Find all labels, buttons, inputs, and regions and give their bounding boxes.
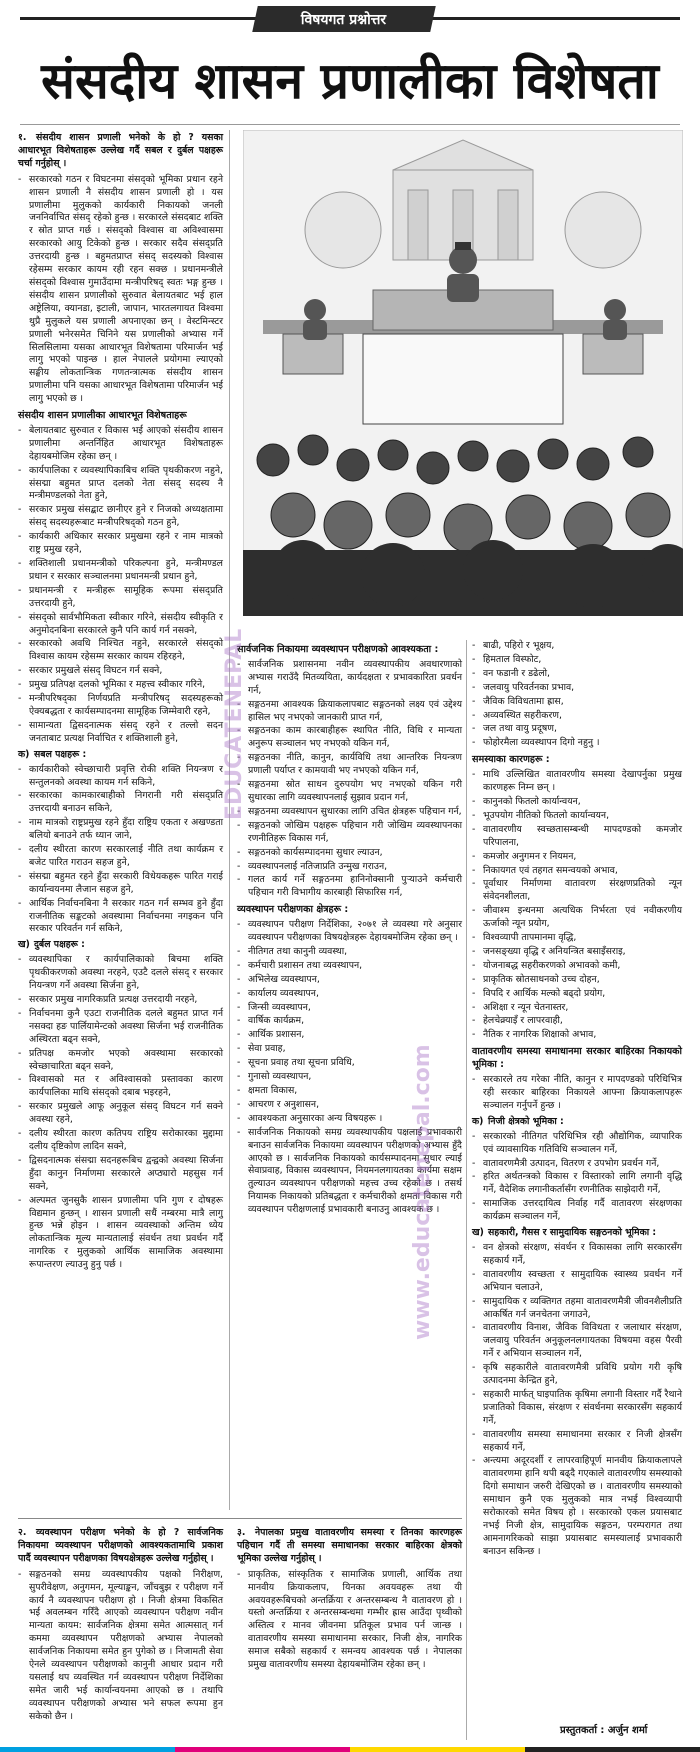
list-item: - सङ्गठनका काम कारबाहीहरू स्थापित नीति, विधि र मान्यता अनुरूप सञ्चालन भए नभएको यकिन गर्न, <box>237 725 462 751</box>
list-item: - सार्वजनिक प्रशासनमा नवीन व्यवस्थापकीय अवधारणाको अभ्यास गराउँदै मितव्ययिता, कार्यदक्षता र प्रभावकारिता प्रवर्धन गर्न, <box>237 659 462 698</box>
question-2-conclusion: - सार्वजनिक निकायको समग्र व्यवस्थापकीय पक्षलाई प्रभावकारी बनाउन सार्वजनिक निकायमा व्यवस्थापन परीक्षणको अभ्यास हुँदै आएको छ । सार्वजनिक निकायको कार्यसम्पादनमा सुधार ल्याई सेवाप्रवाह, विकास व्यवस्थापन, नियमनलगायतका कार्यमा सक्षम तुल्याउन व्यवस्थापन परीक्षणको महत्त्व उच्च रहेको छ । तसर्थ नियामक निकायको प्रतिबद्धता र कर्मचारीको क्षमता विकास गरी व्यवस्थापन परीक्षणलाई प्रभावकारी बनाउनु आवश्यक छ । <box>237 1127 462 1217</box>
section-header <box>0 0 700 36</box>
question-1-intro: - सरकारको गठन र विघटनमा संसद्को भूमिका प्रधान रहने शासन प्रणाली नै संसदीय शासन प्रणाली हो । यस प्रणालीमा मुलुकको कार्यकारी निकायको जनली जननिर्वाचित संसद् रहेको हुन्छ । सरकारले संसदबाट शक्ति र स्रोत प्राप्त गर्छ । संसद्को विश्वास वा अविश्वासमा सरकारको आयु टिकेको हुन्छ । सरकार सदैव संसद्प्रति उत्तरदायी हुन्छ । बहुमतप्राप्त संसद् सदस्यको विश्वास रहेसम्म सरकार कायम रही रहन सक्छ । प्रधानमन्त्रीले संसद्को विश्वास गुमाउँदामा मन्त्रीपरिषद् स्वतः भङ्ग हुन्छ । संसदीय शासन प्रणालीको सुरुवात बेलायतबाट भई हाल अष्ट्रेलिया, क्यानडा, इटाली, जापान, भारतलगायत विश्वमा थुप्रै मुलुकले यस प्रणाली अपनाएका छन् । वेस्टमिन्स्टर प्रणाली भनेरसमेत चिनिने यस प्रणालीको अभ्यास गर्ने सिलसिलामा यसका आधारभूत विशेषतामा परिमार्जन भई लागु भएको पाइन्छ । हाल नेपालले प्रयोगमा ल्याएको सङ्घीय लोकतान्त्रिक गणतन्त्रात्मक संसदीय शासन प्रणालीमा पनि यसका आधारभूत विशेषतामा परिमार्जन भई लागु भएको छ । <box>18 174 223 406</box>
problems-list <box>472 640 682 750</box>
list-item: - जलवायु परिवर्तनका प्रभाव, <box>472 682 682 695</box>
list-item: - हेलचेक्र्याइँ र लापरवाही, <box>472 1015 682 1028</box>
list-item: - नैतिक र नागरिक शिक्षाको अभाव, <box>472 1029 682 1042</box>
list-item: - सरकार प्रमुखले संसद् विघटन गर्न सक्ने, <box>18 665 223 678</box>
list-item: - विश्वव्यापी तापमानमा वृद्धि, <box>472 932 682 945</box>
list-item: - सङ्गठनमा आवश्यक क्रियाकलापबाट सङ्गठनको लक्ष्य एवं उद्देश्य हासिल भए नभएको जानकारी प्राप्त गर्न, <box>237 699 462 725</box>
list-item: - आर्थिक प्रशासन, <box>237 1029 462 1042</box>
roles-heading: वातावरणीय समस्या समाधानमा सरकार बाहिरका निकायको भूमिका : <box>472 1046 682 1071</box>
causes-intro: - माथि उल्लिखित वातावरणीय समस्या देखापर्नुका प्रमुख कारणहरू निम्न छन् । <box>472 769 682 795</box>
list-item: - फोहोरमैला व्यवस्थापन दिगो नहुनु । <box>472 737 682 750</box>
question-2-section <box>18 1525 223 1725</box>
list-item: - हरित अर्थतन्त्रको विकास र विस्तारको लागि लगानी वृद्धि गर्ने, वैदेशिक लगानीकर्तासँग रणनीतिक साझेदारी गर्ने, <box>472 1171 682 1197</box>
print-color-bar <box>0 1747 700 1752</box>
private-sector-label: क) <box>472 1115 484 1127</box>
list-item: - भूउपयोग नीतिको फितलो कार्यान्वयन, <box>472 810 682 823</box>
list-item: - सामान्यता द्विसदनात्मक संसद् रहने र तल्लो सदन जनताबाट प्रत्यक्ष निर्वाचित र शक्तिशाली हुने, <box>18 720 223 746</box>
list-item: - जैविक विविधतामा ह्रास, <box>472 696 682 709</box>
list-item: - अशिक्षा र न्यून चेतनास्तर, <box>472 1002 682 1015</box>
list-item: - विश्वासको मत र अविश्वासको प्रस्तावका कारण कार्यपालिका माथि संसद्को दबाब भइरहने, <box>18 1074 223 1100</box>
section-rule <box>18 1518 462 1519</box>
question-1-text: संसदीय शासन प्रणाली भनेको के हो ? यसका आधारभूत विशेषताहरू उल्लेख गर्दै सबल र दुर्बल पक्षहरू चर्चा गर्नुहोस् । <box>18 132 223 169</box>
list-item: - सेवा प्रवाह, <box>237 1043 462 1056</box>
list-item: - जीवाश्म इन्धनमा अत्यधिक निर्भरता एवं नवीकरणीय ऊर्जाको न्यून प्रयोग, <box>472 905 682 931</box>
weaknesses-label: ख) <box>18 939 30 951</box>
list-item: - अव्यवस्थित सहरीकरण, <box>472 710 682 723</box>
title-rule <box>20 124 680 125</box>
list-item: - बेलायतबाट सुरुवात र विकास भई आएको संसदीय शासन प्रणालीमा अन्तर्निहित आधारभूत विशेषताहरू देहायबमोजिम रहेका छन् । <box>18 425 223 464</box>
weaknesses-list <box>18 954 223 1272</box>
list-item: - सङ्गठनको जोखिम पक्षहरू पहिचान गरी जोखिम व्यवस्थापनका रणनीतिहरू विकास गर्न, <box>237 820 462 846</box>
causes-list <box>472 769 682 1042</box>
list-item: - कार्यालय व्यवस्थापन, <box>237 988 462 1001</box>
question-3-heading <box>237 1527 462 1566</box>
community-label: ख) <box>472 1227 484 1239</box>
question-2-text: व्यवस्थापन परीक्षण भनेको के हो ? सार्वजनिक निकायमा व्यवस्थापन परीक्षणको आवश्यकतामाथि प्रकाश पार्दै व्यवस्थापन परीक्षणका विषयक्षेत्रहरू उल्लेख गर्नुहोस् । <box>18 1527 223 1564</box>
list-item: - सङ्गठनको कार्यसम्पादनमा सुधार ल्याउन, <box>237 847 462 860</box>
list-item: - नीतिगत तथा कानुनी व्यवस्था, <box>237 946 462 959</box>
list-item: - कार्यकारी अधिकार सरकार प्रमुखमा रहने र नाम मात्रको राष्ट्र प्रमुख रहने, <box>18 531 223 557</box>
list-item: - आर्थिक निर्वाचनबिना नै सरकार गठन गर्न सम्भव हुने हुँदा राजनीतिक सङ्कटको अवस्थामा निर्वाचनमा नगइकन पनि सरकार परिवर्तन गर्न सकिने, <box>18 898 223 937</box>
scope-heading: व्यवस्थापन परीक्षणका क्षेत्रहरू : <box>237 904 349 916</box>
list-item: - वातावरणमैत्री उत्पादन, वितरण र उपभोग प्रवर्धन गर्ने, <box>472 1158 682 1171</box>
list-item: - कार्यकारीको स्वेच्छाचारी प्रवृत्ति रोकी शक्ति नियन्त्रण र सन्तुलनको अवस्था कायम गर्न सकिने, <box>18 764 223 790</box>
question-3-number: ३. <box>237 1527 246 1538</box>
list-item: - दलीय स्थीरता कारण सरकारलाई नीति तथा कार्यक्रम र बजेट पारित गराउन सहज हुने, <box>18 844 223 870</box>
list-item: - प्रतिपक्ष कमजोर भएको अवस्थामा सरकारको स्वेच्छाचारिता बढ्न सक्ने, <box>18 1048 223 1074</box>
list-item: - सङ्गठनका नीति, कानुन, कार्यविधि तथा आन्तरिक नियन्त्रण प्रणाली पर्याप्त र कामयावी भए नभएको यकिन गर्न, <box>237 752 462 778</box>
section-tag <box>252 6 436 32</box>
roles-intro: - सरकारले तय गरेका नीति, कानुन र मापदण्डको परिधिभित्र रही सरकार बाहिरका निकायले आफ्ना क्रियाकलापहरू सञ्चालन गर्नुपर्ने हुन्छ । <box>472 1074 682 1113</box>
parliament-illustration <box>243 130 683 616</box>
weaknesses-title: दुर्बल पक्षहरू : <box>34 939 85 951</box>
need-heading: सार्वजनिक निकायमा व्यवस्थापन परीक्षणको आवश्यकता : <box>237 644 439 655</box>
private-sector-title: निजी क्षेत्रको भूमिका : <box>488 1115 564 1127</box>
list-item: - दलीय स्थीरता कारण कतिपय राष्ट्रिय सरोकारका मुद्दामा दलीय दृष्टिकोण लादिन सक्ने, <box>18 1128 223 1154</box>
private-sector-list <box>472 1131 682 1224</box>
community-list <box>472 1242 682 1559</box>
watermark-url: www.educatenepal.com <box>410 1044 435 1340</box>
question-3-intro: - प्राकृतिक, सांस्कृतिक र सामाजिक प्रणाली, आर्थिक तथा मानवीय क्रियाकलाप, यिनका अवयवहरू तथा यी अवयवहरूबिचको अन्तर्क्रिया र अन्तरसम्बन्ध नै वातावरण हो । यस्तो अन्तर्क्रिया र अन्तरसम्बन्धमा गम्भीर ह्रास आउँदा पृथ्वीको अस्तित्व र मानव जीवनमा प्रतिकूल प्रभाव पर्न जान्छ । वातावरणीय समस्या समाधानमा सरकार, निजी क्षेत्र, नागरिक समाज सबैको सहकार्य र समन्वय आवश्यक पर्छ । नेपालका प्रमुख वातावरणीय समस्या देहायबमोजिम रहेका छन् । <box>237 1569 462 1672</box>
list-item: - शक्तिशाली प्रधानमन्त्रीको परिकल्पना हुने, मन्त्रीमण्डल प्रधान र सरकार सञ्चालनमा प्रधानमन्त्री प्रधान हुने, <box>18 558 223 584</box>
private-sector-heading <box>472 1116 682 1129</box>
list-item: - वातावरणीय समस्या समाधानमा सरकार र निजी क्षेत्रसँग सहकार्य गर्ने, <box>472 1429 682 1455</box>
list-item: - सरकारको अवधि निश्चित नहुने, सरकारले संसद्को विश्वास कायम रहेसम्म सरकार कायम रहिरहने, <box>18 638 223 664</box>
list-item: - पूर्वाधार निर्माणमा वातावरण संरक्षणप्रतिको न्यून संवेदनशीलता, <box>472 878 682 904</box>
page-title: संसदीय शासन प्रणालीका विशेषता <box>41 51 659 110</box>
question-1-heading <box>18 132 223 171</box>
list-item: - जनसङ्ख्या वृद्धि र अनियन्त्रित बसाइँसराइ, <box>472 946 682 959</box>
list-item: - सहकारी मार्फत् घाइपातिक कृषिमा लगानी विस्तार गर्दै रैथाने प्रजातिको विकास, संरक्षण र संवर्धनमा सरकारसँग सहकार्य गर्ने, <box>472 1389 682 1428</box>
list-item: - सरकार प्रमुख नागरिकप्रति प्रत्यक्ष उत्तरदायी नरहने, <box>18 994 223 1007</box>
list-item: - मन्त्रीपरिषद्का निर्णयप्रति मन्त्रीपरिषद् सदस्यहरूको ऐक्यबद्धता र कार्यसम्पादनमा सामूहिक जिम्मेवारी रहने, <box>18 693 223 719</box>
list-item: - निकायगत एवं तहगत समन्वयको अभाव, <box>472 865 682 878</box>
strengths-label: क) <box>18 748 30 760</box>
author-name: अर्जुन शर्मा <box>607 1725 648 1736</box>
list-item: - सामाजिक उत्तरदायित्व निर्वाह गर्दै वातावरण संरक्षणका कार्यक्रम सञ्चालन गर्ने, <box>472 1198 682 1224</box>
list-item: - कृषि सहकारीले वातावरणमैत्री प्रविधि प्रयोग गरी कृषि उत्पादनमा केन्द्रित हुने, <box>472 1362 682 1388</box>
list-item: - वातावरणीय स्वच्छतासम्बन्धी मापदण्डको कमजोर परिपालना, <box>472 824 682 850</box>
list-item: - सङ्गठनमा स्रोत साधन दुरुपयोग भए नभएको यकिन गरी सुधारका लागि व्यवस्थापनलाई सुझाव प्रदान गर्न, <box>237 779 462 805</box>
column-rule-1 <box>229 130 230 1510</box>
question-2-heading <box>18 1527 223 1566</box>
causes-heading: समस्याका कारणहरू : <box>472 754 550 766</box>
list-item: - प्रमुख प्रतिपक्ष दलको भूमिका र महत्त्व स्वीकार गरिने, <box>18 679 223 692</box>
list-item: - सामुदायिक र व्यक्तिगत तहमा वातावरणमैत्री जीवनशैलीप्रति आकर्षित गर्न जनचेतना जगाउने, <box>472 1296 682 1322</box>
strengths-list <box>18 764 223 937</box>
features-heading: संसदीय शासन प्रणालीका आधारभूत विशेषताहरू <box>18 410 187 422</box>
question-3-continued <box>472 640 682 1560</box>
list-item: - जल तथा वायु प्रदूषण, <box>472 723 682 736</box>
list-item: - योजनाबद्ध सहरीकरणको अभावको कमी, <box>472 960 682 973</box>
list-item: - जिन्सी व्यवस्थापन, <box>237 1002 462 1015</box>
community-title: सहकारी, गैसस र सामुदायिक सङ्गठनको भूमिका : <box>488 1227 657 1239</box>
question-2-intro: - सङ्गठनको समग्र व्यवस्थापकीय पक्षको निरीक्षण, सुपरीवेक्षण, अनुगमन, मूल्याङ्कन, जाँचबुझ र परीक्षण गर्ने कार्य नै व्यवस्थापन परीक्षण हो । निजी क्षेत्रमा विकसित भई अवलम्बन गरिँदै आएको व्यवस्थापन परीक्षण नवीन मान्यता कायम: सार्वजनिक क्षेत्रमा समेत आत्मसात् गर्न कममा व्यवस्थापन परीक्षणको अभ्यास नेपालको सार्वजनिक निकायमा समेत हुन पुगेको छ । निजामती सेवा ऐनले व्यवस्थापन परीक्षणको कानुनी आधार प्रदान गरी यसलाई थप व्यवस्थित गर्न व्यवस्थापन परीक्षण निर्देशिका समेत जारी भई कार्यान्वयनमा आएको छ । तथापि व्यवस्थापन परीक्षणको अभ्यास भने सफल रूपमा हुन सकेको छैन । <box>18 1569 223 1724</box>
question-2-number: २. <box>18 1527 27 1538</box>
byline-label: प्रस्तुतकर्ता : <box>560 1725 605 1736</box>
list-item: - वन फडानी र डढेलो, <box>472 668 682 681</box>
list-item: - सूचना प्रवाह तथा सूचना प्रविधि, <box>237 1057 462 1070</box>
list-item: - वन क्षेत्रको संरक्षण, संवर्धन र विकासका लागि सरकारसँग सहकार्य गर्ने, <box>472 1242 682 1268</box>
list-item: - कार्यपालिका र व्यवस्थापिकाबिच शक्ति पृथकीकरण नहुने, संसद्मा बहुमत प्राप्त दलको नेता संसद् सदस्य नै मन्त्रीमण्डलको नेता हुने, <box>18 465 223 504</box>
features-list <box>18 425 223 746</box>
list-item: - सरकारका कामकारबाहीको निगरानी गरी संसद्प्रति उत्तरदायी बनाउन सकिने, <box>18 790 223 816</box>
list-item: - विपदि र आर्थिक मल्को बढ्दो प्रयोग, <box>472 988 682 1001</box>
section-tag-label: विषयगत प्रश्नोत्तर <box>301 11 387 28</box>
list-item: - गुनासो व्यवस्थापन, <box>237 1071 462 1084</box>
question-3-section <box>237 1525 462 1673</box>
list-item: - व्यवस्थापनलाई नतिजाप्रति उन्मुख गराउन, <box>237 861 462 874</box>
list-item: - क्षमता विकास, <box>237 1085 462 1098</box>
list-item: - संसद्को सार्वभौमिकता स्वीकार गरिने, संसदीय स्वीकृति र अनुमोदनबिना सरकारले कुनै पनि कार्य गर्न नसक्ने, <box>18 612 223 638</box>
byline <box>560 1722 647 1736</box>
list-item: - सरकार प्रमुख संसद्बाट छानीएर हुने र निजको अध्यक्षतामा संसद् सदस्यहरूबाट मन्त्रीपरिषद्को गठन हुने, <box>18 504 223 530</box>
question-1-section <box>18 130 223 1273</box>
watermark-brand: EDUCATENEPAL <box>222 628 247 820</box>
list-item: - वार्षिक कार्यक्रम, <box>237 1015 462 1028</box>
weaknesses-heading <box>18 939 223 952</box>
scope-intro: - व्यवस्थापन परीक्षण निर्देशिका, २०७१ ले व्यवस्था गरे अनुसार व्यवस्थापन परीक्षणका विषयक्षेत्रहरू देहायबमोजिम रहेका छन् । <box>237 919 462 945</box>
question-3-text: नेपालका प्रमुख वातावरणीय समस्या र तिनका कारणहरू पहिचान गर्दै ती समस्या समाधानका सरकार बाहिरका क्षेत्रको भूमिका उल्लेख गर्नुहोस् । <box>237 1527 462 1564</box>
list-item: - गलत कार्य गर्ने सङ्गठनमा हानिनोक्सानी पुऱ्याउने कर्मचारी पहिचान गरी विभागीय कारबाही सिफारिस गर्न, <box>237 874 462 900</box>
list-item: - वातावरणीय स्वच्छता र सामुदायिक स्वास्थ्य प्रवर्धन गर्ने अभियान चलाउने, <box>472 1269 682 1295</box>
list-item: - सरकार प्रमुखले आफू अनुकूल संसद् विघटन गर्न सक्ने अवस्था रहने, <box>18 1101 223 1127</box>
list-item: - अल्पमत जुनसुकै शासन प्रणालीमा पनि गुण र दोषहरू विद्यमान हुन्छन् । शासन प्रणाली सधैं नम्बरमा मात्रै लागु हुन्छ भन्ने होइन । शासन व्यवस्थाको अन्तिम ध्येय लोकतान्त्रिक मूल्य मान्यतालाई संवर्धन तथा प्रवर्धन गर्दै नागरिक र मुलुकको आर्थिक सामाजिक अवस्थामा रूपान्तरण ल्याउनु हुनु पर्छ । <box>18 1195 223 1272</box>
question-1-number: १. <box>18 132 27 143</box>
list-item: - आवश्यकता अनुसारका अन्य विषयहरू । <box>237 1113 462 1126</box>
need-list <box>237 659 462 900</box>
column-rule-2 <box>466 640 467 1740</box>
list-item: - व्यवस्थापिका र कार्यपालिकाको बिचमा शक्ति पृथकीकरणको अवस्था नरहने, एउटै दलले संसद् र सरकार नियन्त्रण गर्ने अवस्था सिर्जना हुने, <box>18 954 223 993</box>
list-item: - निर्वाचनमा कुनै एउटा राजनीतिक दलले बहुमत प्राप्त गर्न नसक्दा हङ पार्लियामेन्टको अवस्था सिर्जना भई राजनीतिक अस्थिरता बढ्न सक्ने, <box>18 1008 223 1047</box>
list-item: - बाढी, पहिरो र भूक्षय, <box>472 640 682 653</box>
list-item: - संसद्मा बहुमत रहने हुँदा सरकारी विधेयकहरू पारित गराई कार्यान्वयनमा लैजान सहज हुने, <box>18 871 223 897</box>
list-item: - वातावरणीय विनाश, जैविक विविधता र जलाधार संरक्षण, जलवायु परिवर्तन अनुकूलनलगायतका विषयमा वहस पैरवी गर्ने र अभियान सञ्चालन गर्ने, <box>472 1322 682 1361</box>
list-item: - प्राकृतिक स्रोतसाधनको उच्च दोहन, <box>472 974 682 987</box>
list-item: - नाम मात्रको राष्ट्रप्रमुख रहने हुँदा राष्ट्रिय एकता र अखण्डता बलियो बनाउने तर्फ ध्यान जाने, <box>18 817 223 843</box>
list-item: - कर्मचारी प्रशासन तथा व्यवस्थापन, <box>237 960 462 973</box>
list-item: - सङ्गठनमा व्यवस्थापन सुधारका लागि उचित क्षेत्रहरू पहिचान गर्न, <box>237 806 462 819</box>
strengths-title: सबल पक्षहरू : <box>34 748 87 760</box>
list-item: - सरकारको नीतिगत परिधिभित्र रही औद्योगिक, व्यापारिक एवं व्यावसायिक गतिविधि सञ्चालन गर्ने, <box>472 1131 682 1157</box>
list-item: - अभिलेख व्यवस्थापन, <box>237 974 462 987</box>
list-item: - हिमताल विस्फोट, <box>472 654 682 667</box>
list-item: - कानुनको फितलो कार्यान्वयन, <box>472 796 682 809</box>
list-item: - द्विसदनात्मक संसद्मा सदनहरूबिच द्वन्द्वको अवस्था सिर्जना हुँदा कानुन निर्माणमा सरकारले अप्ठ्यारो महसुस गर्न सक्ने, <box>18 1155 223 1194</box>
list-item: - प्रधानमन्त्री र मन्त्रीहरू सामूहिक रूपमा संसद्प्रति उत्तरदायी हुने, <box>18 585 223 611</box>
list-item: - अन्त्यमा अदूरदर्शी र लापरवाहिपूर्ण मानवीय क्रियाकलापले वातावरणमा हानि थपी बढ्दै गएकाले वातावरणीय समस्याको दिगो समाधान जरुरी देखिएको छ । वातावरणीय समस्याको समाधान कुनै एक मुलुकको मात्र नभई विश्वव्यापी सरोकारको समेत विषय हो । सरकारको एकल प्रयासबाट नभई निजी क्षेत्र, सामुदायिक सङ्गठन, परम्परागत तथा आमनागरिकको साझा प्रयासबाट समस्यालाई प्रभावकारी बनाउन सकिन्छ । <box>472 1455 682 1558</box>
strengths-heading <box>18 749 223 762</box>
list-item: - कमजोर अनुगमन र नियमन, <box>472 851 682 864</box>
list-item: - आचरण र अनुशासन, <box>237 1099 462 1112</box>
community-heading <box>472 1227 682 1240</box>
